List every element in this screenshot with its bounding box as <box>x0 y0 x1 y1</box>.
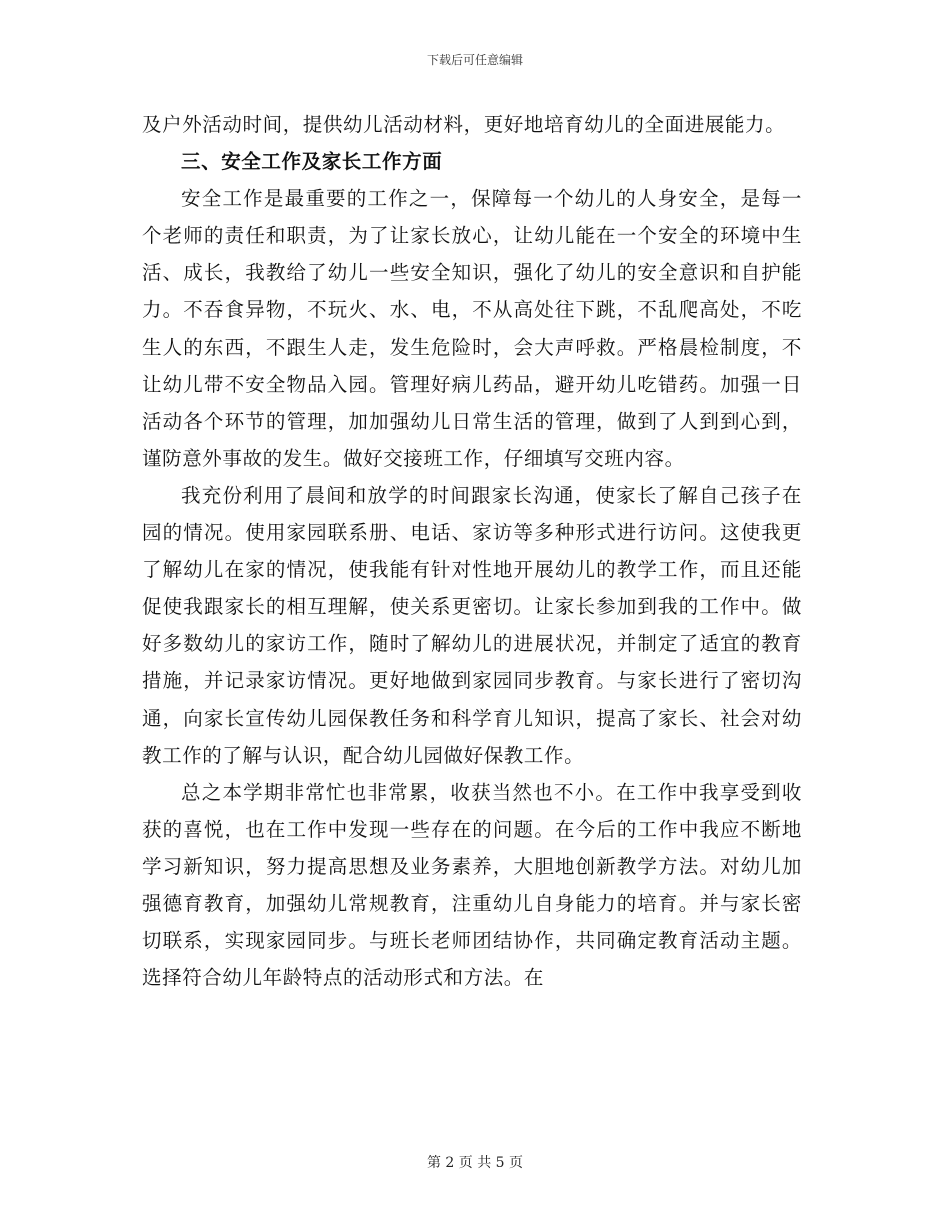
document-body <box>142 106 802 996</box>
section-heading: 三、安全工作及家长工作方面 <box>181 150 443 174</box>
paragraph-parents: 我充份利用了晨间和放学的时间跟家长沟通，使家长了解自己孩子在园的情况。使用家园联系册、电话、家访等多种形式进行访问。这使我更了解幼儿在家的情况，使我能有针对性地开展幼儿的教学工作，而且还能促使我跟家长的相互理解，使关系更密切。让家长参加到我的工作中。做好多数幼儿的家访工作，随时了解幼儿的进展状况，并制定了适宜的教育措施，并记录家访情况。更好地做到家园同步教育。与家长进行了密切沟通，向家长宣传幼儿园保教任务和科学育儿知识，提高了家长、社会对幼教工作的了解与认识，配合幼儿园做好保教工作。 <box>142 483 802 767</box>
paragraph-safety: 安全工作是最重要的工作之一，保障每一个幼儿的人身安全，是每一个老师的责任和职责，为了让家长放心，让幼儿能在一个安全的环境中生活、成长，我教给了幼儿一些安全知识，强化了幼儿的安全意识和自护能力。不吞食异物，不玩火、水、电，不从高处往下跳，不乱爬高处，不吃生人的东西，不跟生人走，发生危险时，会大声呼救。严格晨检制度，不让幼儿带不安全物品入园。管理好病儿药品，避开幼儿吃错药。加强一日活动各个环节的管理，加加强幼儿日常生活的管理，做到了人到到心到，谨防意外事故的发生。做好交接班工作，仔细填写交班内容。 <box>142 187 802 470</box>
page-number: 第 2 页 共 5 页 <box>426 1155 524 1171</box>
continuation-paragraph: 及户外活动时间，提供幼儿活动材料，更好地培育幼儿的全面进展能力。 <box>142 113 786 136</box>
paragraph-summary: 总之本学期非常忙也非常累，收获当然也不小。在工作中我享受到收获的喜悦，也在工作中发现一些存在的问题。在今后的工作中我应不断地学习新知识，努力提高思想及业务素养，大胆地创新教学方法。对幼儿加强德育教育，加强幼儿常规教育，注重幼儿自身能力的培育。并与家长密切联系，实现家园同步。与班长老师团结协作，共同确定教育活动主题。选择符合幼儿年龄特点的活动形式和方法。在 <box>142 780 802 990</box>
page-header: 下载后可任意编辑 <box>426 53 523 67</box>
